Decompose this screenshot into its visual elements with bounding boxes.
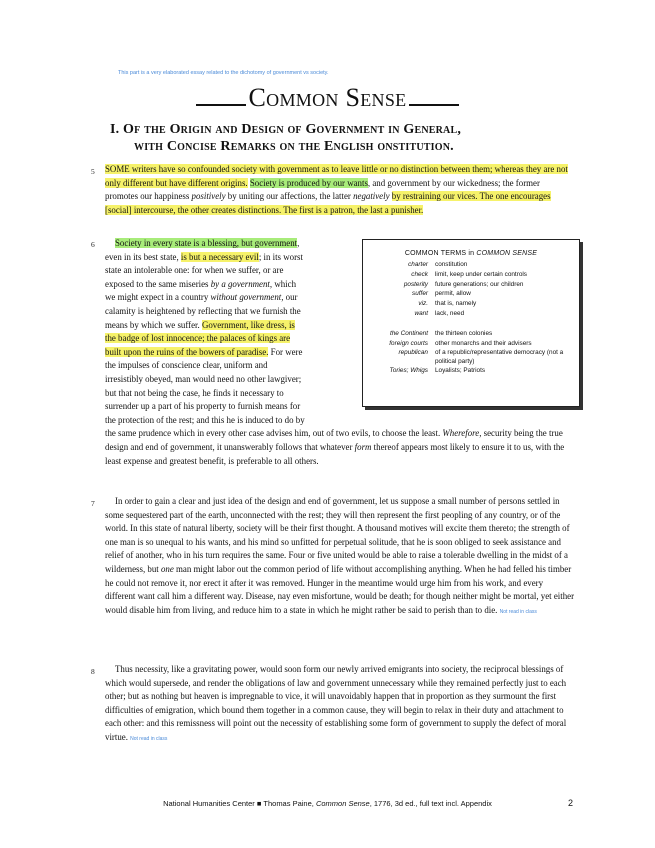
highlight-society-wants: Society is produced by our wants — [249, 177, 368, 188]
term-row: suffer permit, allow — [412, 290, 471, 298]
margin-annotation: This part is a very elaborated essay related to the dichotomy of government vs society. — [118, 70, 329, 76]
term-row: viz. that is, namely — [418, 300, 477, 308]
not-read-note: Not read in class — [499, 608, 537, 615]
title-rule-right — [409, 84, 459, 106]
highlight-necessary-evil: is but a necessary evil — [180, 251, 259, 262]
heading-line-1: I. Of the Origin and Design of Government in General, — [110, 122, 462, 137]
terms-table — [371, 261, 575, 377]
term-row: want lack, need — [414, 309, 465, 317]
paragraph-number-6: 6 — [91, 240, 95, 249]
not-read-note: Not read in class — [130, 735, 168, 742]
term-row: the Continent the thirteen colonies — [389, 329, 493, 337]
paragraph-8: Thus necessity, like a gravitating power, would soon form our newly arrived emigrants into society, the reciprocal blessings of which would supersede, and render the obligations of law and government unnecessary while they remained perfectly just to each other; but as nothing but heaven is impregnable to vice, it will unavoidably happen that in proportion as they surmount the first difficulties of emigration, which bound them together in a common cause, they will begin to relax in their duty and attachment to each other: and this remissness will point out the necessity of establishing some form of government to supply the defect of moral virtue. Not read in class — [105, 664, 567, 742]
paragraph-5: SOME writers have so confounded society with government as to leave little or no distinction between them; whereas they are not only different but have different origins. Society is produced by our wants, and government by our wickedness; the former promotes our happiness positively by uniting our affections, the latter negatively by restraining our vices. The one encourages [social] intercourse, the other creates distinctions. The first is a patron, the last a punisher. — [105, 164, 568, 215]
paragraph-7: In order to gain a clear and just idea of the design and end of government, let us suppose a small number of persons settled in some sequestered part of the earth, unconnected with the rest; they will then represent the first peopling of any country, or of the world. In this state of natural liberty, society will be their first thought. A thousand motives will excite them thereto; the strength of one man is so unequal to his wants, and his mind so unfitted for perpetual solitude, that he is soon obliged to seek assistance and relief of another, who in his turn requires the same. Four or five united would be able to raise a tolerable dwelling in the midst of a wilderness, but one man might labor out the common period of life without accomplishing anything. When he had felled his timber he could not remove it, nor erect it after it was removed. Hunger in the meantime would urge him from his work, and every different want call him a different way. Disease, nay even misfortune, would be death; for though neither might be mortal, yet either would disable him from living, and reduce him to a state in which he might rather be said to perish than to die. Not read in class — [105, 496, 575, 615]
term-row: posterity future generations; our children — [403, 280, 524, 288]
paragraph-number-8: 8 — [91, 667, 95, 676]
title-text: Common Sense — [248, 83, 407, 112]
page-footer: National Humanities Center ■ Thomas Paine, Common Sense, 1776, 3d ed., full text incl. Appendix — [163, 799, 492, 808]
title-rule-left — [196, 84, 246, 106]
page-title — [0, 83, 655, 113]
heading-line-2: with Concise Remarks on the English onstitution. — [134, 139, 454, 154]
highlight-society-confounded: SOME writers have so confounded society with government as to leave little or no distinction between them; whereas they are not only different but have different origins. — [105, 164, 568, 188]
page-number: 2 — [568, 798, 574, 808]
paragraph-number-7: 7 — [91, 499, 95, 508]
terms-box-title: COMMON TERMS in COMMON SENSE — [404, 250, 538, 257]
term-row: charter constitution — [408, 261, 468, 268]
term-row: foreign courts other monarchs and their advisers — [389, 339, 532, 347]
term-row: republican of a republic/representative democracy (not a political party) — [398, 349, 564, 365]
paragraph-6: Society in every state is a blessing, but government, even in its best state, is but a necessary evil; in its worst state an intolerable one: for when we suffer, or are exposed to the same miseries by a government, which we might expect in a country without government, our calamity is heightened by reflecting that we furnish the means by which we suffer. Government, like dress, is the badge of lost innocence; the palaces of kings are built upon the ruins of the bowers of paradise. For were the impulses of conscience clear, uniform and irresistibly obeyed, man would need no other lawgiver; but that not being the case, he finds it necessary to surrender up a part of his property to furnish means for the protection of the rest; and this he is induced to do by the same prudence which in every other case advises him, out of two evils, to choose the least. Wherefore, security being the true design and end of government, it unanswerably follows that whatever form thereof appears most likely to ensure it to us, with the least expense and greatest benefit, is preferable to all others. — [105, 237, 575, 468]
section-heading — [110, 121, 580, 155]
term-row: Tories; Whigs Loyalists; Patriots — [389, 367, 486, 375]
common-terms-box — [362, 239, 580, 407]
paragraph-number-5: 5 — [91, 167, 95, 176]
highlight-society-blessing: Society in every state is a blessing, but government — [115, 238, 298, 248]
term-row: check limit, keep under certain controls — [411, 270, 527, 278]
highlight-badge-of-lost-innocence: Government, like dress, is the badge of lost innocence; the palaces of kings are built upon the ruins of the bowers of paradise. — [105, 319, 295, 357]
highlight-patron-punisher: by restraining our vices. The one encourages [social] intercourse, the other creates distinctions. The first is a patron, the last a punisher. — [105, 191, 551, 215]
footer-separator: ■ — [256, 799, 262, 808]
